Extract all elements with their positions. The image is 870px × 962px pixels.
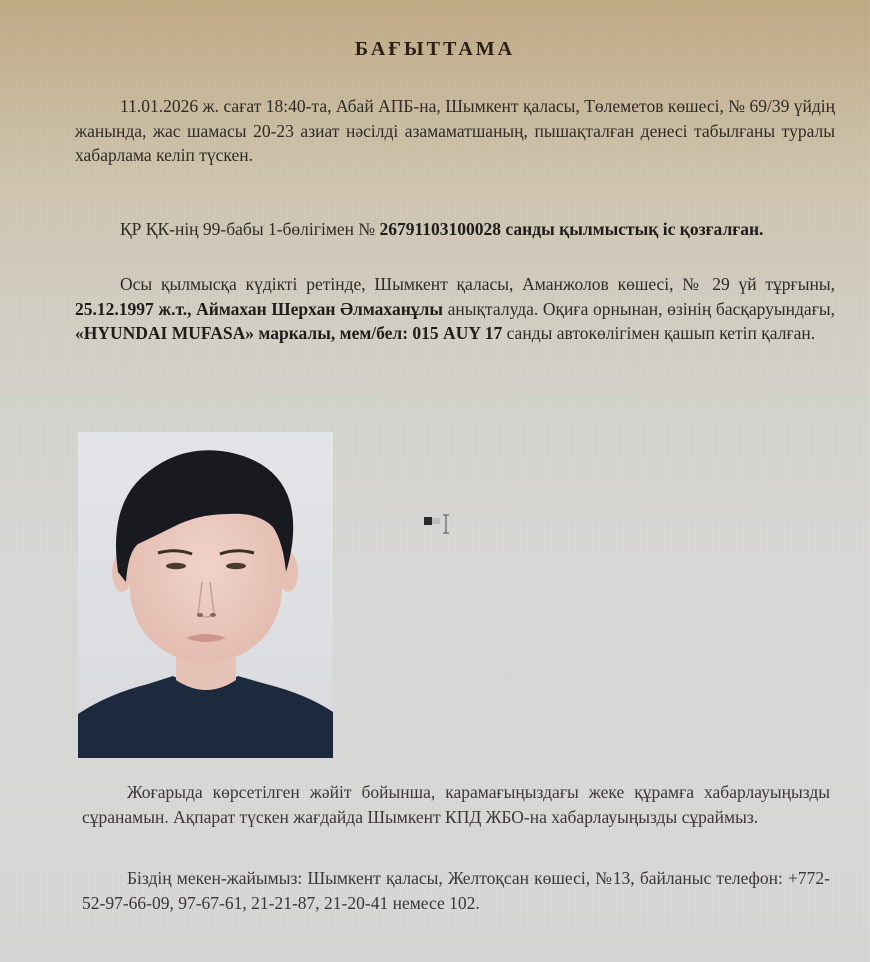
text-cursor-icon [424,512,454,536]
suspect-photo [78,432,333,758]
suspect-text-end: санды автокөлігімен қашып кетіп қалған. [502,323,816,343]
paragraph-criminal-case [75,217,835,242]
incident-text: 11.01.2026 ж. сағат 18:40-та, Абай АПБ-на, Шымкент қаласы, Төлеметов көшесі, № 69/39 үйдің жанында, жас шамасы 20-23 азиат нәсілді азамаматшаның, пышақталған денесі табылғаны туралы хабарлама келіп түскен. [75,96,835,165]
case-text-end: санды қылмыстық іс қозғалған. [501,219,764,239]
case-text-start: ҚР ҚК-нің 99-бабы 1-бөлігімен № [120,219,380,239]
document-title: БАҒЫТТАМА [354,38,516,60]
vehicle-info: «HYUNDAI MUFASA» маркалы, мем/бел: 015 AUY 17 [75,323,503,343]
suspect-text-mid: анықталуда. Оқиға орнынан, өзінің басқаруындағы, [443,298,836,319]
paragraph-request [82,780,830,829]
paragraph-suspect [75,272,835,346]
contact-text: Біздің мекен-жайымыз: Шымкент қаласы, Желтоқсан көшесі, №13, байланыс телефон: +772-52-97-66-09, 97-67-61, 21-21-87, 21-20-41 немесе 102. [82,868,830,913]
request-text: Жоғарыда көрсетілген жәйіт бойынша, карамағыңыздағы жеке құрамға хабарлауыңызды сұранамын. Ақпарат түскен жағдайда Шымкент КПД ЖБО-на хабарлауыңызды сұраймыз. [82,782,830,827]
paragraph-incident-report [75,94,835,168]
suspect-text-start: Осы қылмысқа күдікті ретінде, Шымкент қаласы, Аманжолов көшесі, № 29 үй тұрғыны, [120,274,835,294]
portrait-icon [78,432,333,758]
suspect-identity: 25.12.1997 ж.т., Аймахан Шерхан Әлмаханұлы [75,298,444,319]
paragraph-contact [82,866,830,915]
case-number: 26791103100028 [379,219,502,239]
